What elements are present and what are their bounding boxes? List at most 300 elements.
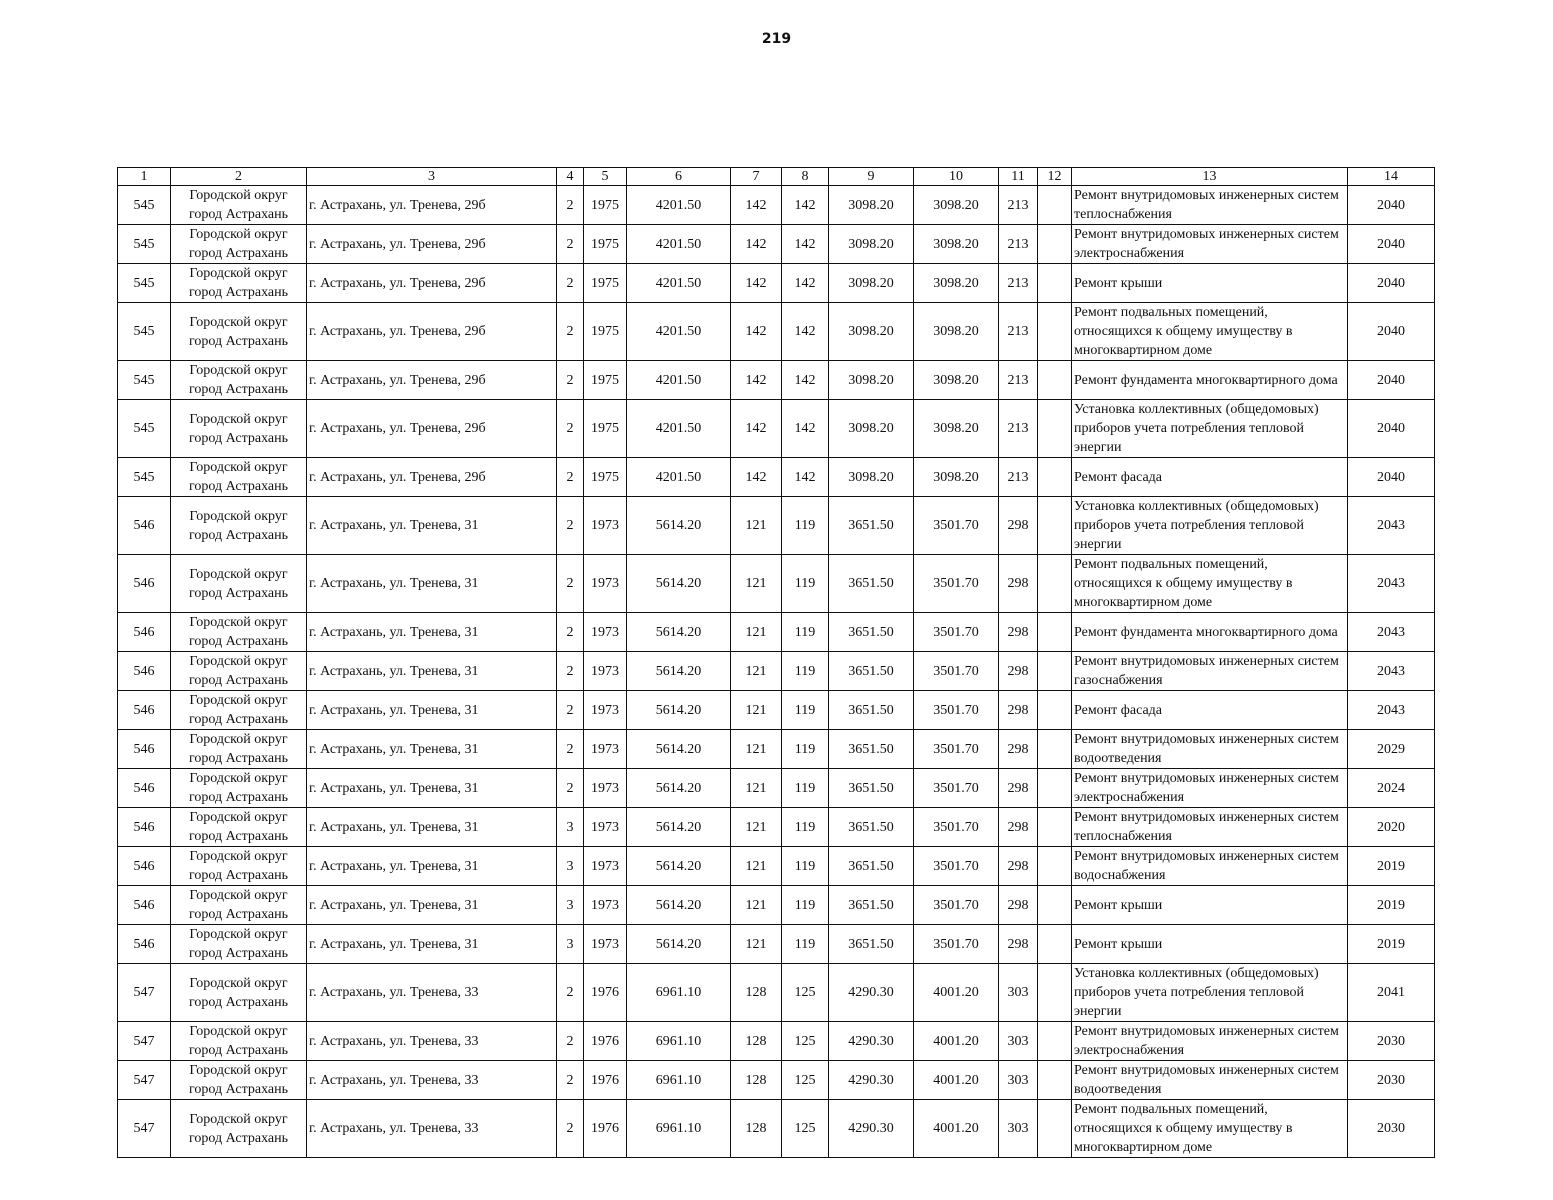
col7-cell: 121 bbox=[731, 847, 782, 886]
col10-cell: 3501.70 bbox=[914, 652, 999, 691]
col10-cell: 3501.70 bbox=[914, 497, 999, 555]
table-row bbox=[118, 730, 1435, 769]
col8-cell: 119 bbox=[782, 886, 829, 925]
address-cell: г. Астрахань, ул. Тренева, 31 bbox=[307, 497, 557, 555]
residents-cell: 303 bbox=[999, 1061, 1038, 1100]
col4-cell: 3 bbox=[557, 925, 584, 964]
municipality-cell: Городской округ город Астрахань bbox=[171, 613, 307, 652]
total-area-cell: 5614.20 bbox=[627, 925, 731, 964]
col4-cell: 3 bbox=[557, 886, 584, 925]
col7-cell: 121 bbox=[731, 652, 782, 691]
work-type-cell: Ремонт фундамента многоквартирного дома bbox=[1072, 361, 1348, 400]
col10-cell: 3098.20 bbox=[914, 361, 999, 400]
col7-cell: 142 bbox=[731, 303, 782, 361]
column-header: 9 bbox=[829, 168, 914, 186]
row-number-cell: 546 bbox=[118, 691, 171, 730]
col12-cell bbox=[1038, 730, 1072, 769]
address-cell: г. Астрахань, ул. Тренева, 31 bbox=[307, 613, 557, 652]
planned-year-cell: 2030 bbox=[1348, 1061, 1435, 1100]
col10-cell: 4001.20 bbox=[914, 964, 999, 1022]
table-row bbox=[118, 497, 1435, 555]
residents-cell: 303 bbox=[999, 1100, 1038, 1158]
municipality-cell: Городской округ город Астрахань bbox=[171, 769, 307, 808]
work-type-cell: Ремонт внутридомовых инженерных систем электроснабжения bbox=[1072, 769, 1348, 808]
col4-cell: 2 bbox=[557, 264, 584, 303]
table-row bbox=[118, 1061, 1435, 1100]
year-built-cell: 1973 bbox=[584, 613, 627, 652]
work-type-cell: Установка коллективных (общедомовых) приборов учета потребления тепловой энергии bbox=[1072, 497, 1348, 555]
total-area-cell: 6961.10 bbox=[627, 1022, 731, 1061]
col9-cell: 3651.50 bbox=[829, 613, 914, 652]
housing-repair-table bbox=[117, 167, 1435, 1158]
total-area-cell: 5614.20 bbox=[627, 847, 731, 886]
col7-cell: 142 bbox=[731, 458, 782, 497]
total-area-cell: 4201.50 bbox=[627, 264, 731, 303]
municipality-cell: Городской округ город Астрахань bbox=[171, 555, 307, 613]
col7-cell: 121 bbox=[731, 886, 782, 925]
col9-cell: 4290.30 bbox=[829, 1100, 914, 1158]
residents-cell: 298 bbox=[999, 652, 1038, 691]
col9-cell: 3651.50 bbox=[829, 886, 914, 925]
year-built-cell: 1973 bbox=[584, 808, 627, 847]
year-built-cell: 1976 bbox=[584, 1022, 627, 1061]
col10-cell: 3501.70 bbox=[914, 886, 999, 925]
work-type-cell: Ремонт фасада bbox=[1072, 691, 1348, 730]
col12-cell bbox=[1038, 613, 1072, 652]
col9-cell: 4290.30 bbox=[829, 964, 914, 1022]
address-cell: г. Астрахань, ул. Тренева, 29б bbox=[307, 361, 557, 400]
row-number-cell: 545 bbox=[118, 361, 171, 400]
residents-cell: 213 bbox=[999, 225, 1038, 264]
address-cell: г. Астрахань, ул. Тренева, 31 bbox=[307, 925, 557, 964]
col9-cell: 3098.20 bbox=[829, 458, 914, 497]
year-built-cell: 1973 bbox=[584, 769, 627, 808]
row-number-cell: 546 bbox=[118, 497, 171, 555]
planned-year-cell: 2019 bbox=[1348, 847, 1435, 886]
col10-cell: 3098.20 bbox=[914, 458, 999, 497]
planned-year-cell: 2040 bbox=[1348, 361, 1435, 400]
municipality-cell: Городской округ город Астрахань bbox=[171, 1061, 307, 1100]
row-number-cell: 545 bbox=[118, 303, 171, 361]
col12-cell bbox=[1038, 886, 1072, 925]
col9-cell: 4290.30 bbox=[829, 1022, 914, 1061]
address-cell: г. Астрахань, ул. Тренева, 31 bbox=[307, 730, 557, 769]
col12-cell bbox=[1038, 847, 1072, 886]
table-row bbox=[118, 225, 1435, 264]
col10-cell: 3098.20 bbox=[914, 400, 999, 458]
table-row bbox=[118, 264, 1435, 303]
planned-year-cell: 2040 bbox=[1348, 303, 1435, 361]
col8-cell: 142 bbox=[782, 303, 829, 361]
col8-cell: 119 bbox=[782, 925, 829, 964]
residents-cell: 213 bbox=[999, 186, 1038, 225]
year-built-cell: 1975 bbox=[584, 458, 627, 497]
year-built-cell: 1975 bbox=[584, 400, 627, 458]
address-cell: г. Астрахань, ул. Тренева, 33 bbox=[307, 1022, 557, 1061]
table-row bbox=[118, 613, 1435, 652]
column-header: 8 bbox=[782, 168, 829, 186]
work-type-cell: Ремонт подвальных помещений, относящихся к общему имуществу в многоквартирном доме bbox=[1072, 303, 1348, 361]
col12-cell bbox=[1038, 186, 1072, 225]
col7-cell: 121 bbox=[731, 555, 782, 613]
col7-cell: 128 bbox=[731, 1100, 782, 1158]
address-cell: г. Астрахань, ул. Тренева, 31 bbox=[307, 808, 557, 847]
col12-cell bbox=[1038, 555, 1072, 613]
col4-cell: 2 bbox=[557, 613, 584, 652]
col7-cell: 128 bbox=[731, 1022, 782, 1061]
col4-cell: 2 bbox=[557, 652, 584, 691]
row-number-cell: 547 bbox=[118, 1061, 171, 1100]
col7-cell: 142 bbox=[731, 186, 782, 225]
residents-cell: 213 bbox=[999, 264, 1038, 303]
col12-cell bbox=[1038, 1022, 1072, 1061]
total-area-cell: 5614.20 bbox=[627, 886, 731, 925]
municipality-cell: Городской округ город Астрахань bbox=[171, 730, 307, 769]
column-header: 14 bbox=[1348, 168, 1435, 186]
col4-cell: 2 bbox=[557, 964, 584, 1022]
total-area-cell: 5614.20 bbox=[627, 555, 731, 613]
work-type-cell: Ремонт фундамента многоквартирного дома bbox=[1072, 613, 1348, 652]
residents-cell: 298 bbox=[999, 497, 1038, 555]
col9-cell: 3651.50 bbox=[829, 808, 914, 847]
planned-year-cell: 2040 bbox=[1348, 400, 1435, 458]
table-row bbox=[118, 808, 1435, 847]
column-header: 3 bbox=[307, 168, 557, 186]
col8-cell: 125 bbox=[782, 1100, 829, 1158]
year-built-cell: 1976 bbox=[584, 1061, 627, 1100]
year-built-cell: 1975 bbox=[584, 264, 627, 303]
column-header: 12 bbox=[1038, 168, 1072, 186]
col10-cell: 3098.20 bbox=[914, 264, 999, 303]
col4-cell: 2 bbox=[557, 730, 584, 769]
col10-cell: 3098.20 bbox=[914, 225, 999, 264]
municipality-cell: Городской округ город Астрахань bbox=[171, 400, 307, 458]
col7-cell: 142 bbox=[731, 400, 782, 458]
col9-cell: 3098.20 bbox=[829, 361, 914, 400]
total-area-cell: 4201.50 bbox=[627, 400, 731, 458]
col8-cell: 142 bbox=[782, 361, 829, 400]
total-area-cell: 5614.20 bbox=[627, 497, 731, 555]
total-area-cell: 4201.50 bbox=[627, 361, 731, 400]
address-cell: г. Астрахань, ул. Тренева, 31 bbox=[307, 769, 557, 808]
row-number-cell: 547 bbox=[118, 1100, 171, 1158]
planned-year-cell: 2043 bbox=[1348, 691, 1435, 730]
work-type-cell: Ремонт подвальных помещений, относящихся к общему имуществу в многоквартирном доме bbox=[1072, 1100, 1348, 1158]
total-area-cell: 4201.50 bbox=[627, 186, 731, 225]
col10-cell: 3098.20 bbox=[914, 186, 999, 225]
col7-cell: 142 bbox=[731, 361, 782, 400]
total-area-cell: 6961.10 bbox=[627, 964, 731, 1022]
planned-year-cell: 2030 bbox=[1348, 1100, 1435, 1158]
col9-cell: 3651.50 bbox=[829, 730, 914, 769]
table-row bbox=[118, 769, 1435, 808]
col4-cell: 2 bbox=[557, 1100, 584, 1158]
table-row bbox=[118, 691, 1435, 730]
column-header: 11 bbox=[999, 168, 1038, 186]
municipality-cell: Городской округ город Астрахань bbox=[171, 303, 307, 361]
col9-cell: 4290.30 bbox=[829, 1061, 914, 1100]
col4-cell: 2 bbox=[557, 1061, 584, 1100]
col10-cell: 4001.20 bbox=[914, 1061, 999, 1100]
year-built-cell: 1973 bbox=[584, 652, 627, 691]
row-number-cell: 546 bbox=[118, 847, 171, 886]
row-number-cell: 545 bbox=[118, 264, 171, 303]
column-header: 7 bbox=[731, 168, 782, 186]
col8-cell: 142 bbox=[782, 400, 829, 458]
residents-cell: 298 bbox=[999, 847, 1038, 886]
page-number: 219 bbox=[761, 31, 792, 47]
row-number-cell: 546 bbox=[118, 555, 171, 613]
work-type-cell: Ремонт крыши bbox=[1072, 925, 1348, 964]
address-cell: г. Астрахань, ул. Тренева, 31 bbox=[307, 555, 557, 613]
col9-cell: 3651.50 bbox=[829, 769, 914, 808]
planned-year-cell: 2040 bbox=[1348, 458, 1435, 497]
col7-cell: 121 bbox=[731, 613, 782, 652]
col4-cell: 2 bbox=[557, 186, 584, 225]
table-row bbox=[118, 555, 1435, 613]
row-number-cell: 545 bbox=[118, 225, 171, 264]
year-built-cell: 1973 bbox=[584, 886, 627, 925]
residents-cell: 298 bbox=[999, 886, 1038, 925]
col8-cell: 142 bbox=[782, 264, 829, 303]
municipality-cell: Городской округ город Астрахань bbox=[171, 652, 307, 691]
header-row bbox=[118, 168, 1435, 186]
col7-cell: 121 bbox=[731, 808, 782, 847]
col9-cell: 3651.50 bbox=[829, 555, 914, 613]
column-header: 5 bbox=[584, 168, 627, 186]
col8-cell: 142 bbox=[782, 225, 829, 264]
work-type-cell: Ремонт крыши bbox=[1072, 264, 1348, 303]
col7-cell: 121 bbox=[731, 497, 782, 555]
table-row bbox=[118, 400, 1435, 458]
col10-cell: 3098.20 bbox=[914, 303, 999, 361]
planned-year-cell: 2043 bbox=[1348, 555, 1435, 613]
col12-cell bbox=[1038, 1061, 1072, 1100]
col9-cell: 3651.50 bbox=[829, 925, 914, 964]
col4-cell: 2 bbox=[557, 225, 584, 264]
row-number-cell: 546 bbox=[118, 652, 171, 691]
total-area-cell: 5614.20 bbox=[627, 808, 731, 847]
address-cell: г. Астрахань, ул. Тренева, 31 bbox=[307, 847, 557, 886]
work-type-cell: Установка коллективных (общедомовых) приборов учета потребления тепловой энергии bbox=[1072, 400, 1348, 458]
col10-cell: 3501.70 bbox=[914, 613, 999, 652]
col7-cell: 142 bbox=[731, 264, 782, 303]
residents-cell: 298 bbox=[999, 769, 1038, 808]
year-built-cell: 1973 bbox=[584, 730, 627, 769]
col4-cell: 2 bbox=[557, 1022, 584, 1061]
municipality-cell: Городской округ город Астрахань bbox=[171, 225, 307, 264]
work-type-cell: Ремонт подвальных помещений, относящихся к общему имуществу в многоквартирном доме bbox=[1072, 555, 1348, 613]
planned-year-cell: 2024 bbox=[1348, 769, 1435, 808]
col12-cell bbox=[1038, 691, 1072, 730]
address-cell: г. Астрахань, ул. Тренева, 29б bbox=[307, 264, 557, 303]
planned-year-cell: 2040 bbox=[1348, 225, 1435, 264]
table-row bbox=[118, 303, 1435, 361]
col9-cell: 3098.20 bbox=[829, 264, 914, 303]
col8-cell: 142 bbox=[782, 458, 829, 497]
municipality-cell: Городской округ город Астрахань bbox=[171, 458, 307, 497]
col8-cell: 119 bbox=[782, 769, 829, 808]
work-type-cell: Ремонт внутридомовых инженерных систем теплоснабжения bbox=[1072, 808, 1348, 847]
col7-cell: 142 bbox=[731, 225, 782, 264]
year-built-cell: 1973 bbox=[584, 925, 627, 964]
row-number-cell: 546 bbox=[118, 886, 171, 925]
year-built-cell: 1973 bbox=[584, 497, 627, 555]
address-cell: г. Астрахань, ул. Тренева, 29б bbox=[307, 458, 557, 497]
address-cell: г. Астрахань, ул. Тренева, 29б bbox=[307, 303, 557, 361]
municipality-cell: Городской округ город Астрахань bbox=[171, 964, 307, 1022]
address-cell: г. Астрахань, ул. Тренева, 33 bbox=[307, 1100, 557, 1158]
table-row bbox=[118, 1022, 1435, 1061]
column-header: 2 bbox=[171, 168, 307, 186]
col8-cell: 125 bbox=[782, 1022, 829, 1061]
municipality-cell: Городской округ город Астрахань bbox=[171, 808, 307, 847]
col12-cell bbox=[1038, 400, 1072, 458]
planned-year-cell: 2019 bbox=[1348, 925, 1435, 964]
municipality-cell: Городской округ город Астрахань bbox=[171, 1100, 307, 1158]
year-built-cell: 1975 bbox=[584, 303, 627, 361]
table-row bbox=[118, 186, 1435, 225]
residents-cell: 303 bbox=[999, 1022, 1038, 1061]
work-type-cell: Ремонт внутридомовых инженерных систем водоотведения bbox=[1072, 730, 1348, 769]
column-header: 6 bbox=[627, 168, 731, 186]
planned-year-cell: 2019 bbox=[1348, 886, 1435, 925]
total-area-cell: 4201.50 bbox=[627, 225, 731, 264]
row-number-cell: 546 bbox=[118, 808, 171, 847]
total-area-cell: 5614.20 bbox=[627, 652, 731, 691]
table-row bbox=[118, 964, 1435, 1022]
year-built-cell: 1975 bbox=[584, 225, 627, 264]
address-cell: г. Астрахань, ул. Тренева, 31 bbox=[307, 691, 557, 730]
address-cell: г. Астрахань, ул. Тренева, 31 bbox=[307, 886, 557, 925]
col10-cell: 3501.70 bbox=[914, 925, 999, 964]
col9-cell: 3098.20 bbox=[829, 303, 914, 361]
residents-cell: 298 bbox=[999, 808, 1038, 847]
planned-year-cell: 2043 bbox=[1348, 613, 1435, 652]
table-row bbox=[118, 361, 1435, 400]
residents-cell: 213 bbox=[999, 361, 1038, 400]
municipality-cell: Городской округ город Астрахань bbox=[171, 361, 307, 400]
col9-cell: 3651.50 bbox=[829, 691, 914, 730]
col4-cell: 2 bbox=[557, 361, 584, 400]
row-number-cell: 546 bbox=[118, 730, 171, 769]
row-number-cell: 547 bbox=[118, 964, 171, 1022]
col10-cell: 3501.70 bbox=[914, 808, 999, 847]
total-area-cell: 5614.20 bbox=[627, 769, 731, 808]
row-number-cell: 545 bbox=[118, 400, 171, 458]
address-cell: г. Астрахань, ул. Тренева, 31 bbox=[307, 652, 557, 691]
total-area-cell: 6961.10 bbox=[627, 1100, 731, 1158]
col12-cell bbox=[1038, 1100, 1072, 1158]
col8-cell: 119 bbox=[782, 808, 829, 847]
row-number-cell: 546 bbox=[118, 613, 171, 652]
col10-cell: 4001.20 bbox=[914, 1100, 999, 1158]
col10-cell: 3501.70 bbox=[914, 769, 999, 808]
col4-cell: 2 bbox=[557, 555, 584, 613]
col8-cell: 125 bbox=[782, 1061, 829, 1100]
column-header: 1 bbox=[118, 168, 171, 186]
col9-cell: 3651.50 bbox=[829, 497, 914, 555]
col12-cell bbox=[1038, 964, 1072, 1022]
col7-cell: 128 bbox=[731, 1061, 782, 1100]
col12-cell bbox=[1038, 303, 1072, 361]
address-cell: г. Астрахань, ул. Тренева, 29б bbox=[307, 225, 557, 264]
col8-cell: 119 bbox=[782, 497, 829, 555]
col12-cell bbox=[1038, 225, 1072, 264]
table-body bbox=[118, 186, 1435, 1158]
col12-cell bbox=[1038, 769, 1072, 808]
planned-year-cell: 2029 bbox=[1348, 730, 1435, 769]
col4-cell: 3 bbox=[557, 847, 584, 886]
planned-year-cell: 2041 bbox=[1348, 964, 1435, 1022]
table-row bbox=[118, 847, 1435, 886]
municipality-cell: Городской округ город Астрахань bbox=[171, 1022, 307, 1061]
work-type-cell: Ремонт крыши bbox=[1072, 886, 1348, 925]
work-type-cell: Установка коллективных (общедомовых) приборов учета потребления тепловой энергии bbox=[1072, 964, 1348, 1022]
table-row bbox=[118, 925, 1435, 964]
residents-cell: 298 bbox=[999, 691, 1038, 730]
column-header: 13 bbox=[1072, 168, 1348, 186]
col9-cell: 3651.50 bbox=[829, 847, 914, 886]
col12-cell bbox=[1038, 264, 1072, 303]
col7-cell: 121 bbox=[731, 691, 782, 730]
col12-cell bbox=[1038, 652, 1072, 691]
municipality-cell: Городской округ город Астрахань bbox=[171, 497, 307, 555]
total-area-cell: 5614.20 bbox=[627, 730, 731, 769]
year-built-cell: 1975 bbox=[584, 186, 627, 225]
address-cell: г. Астрахань, ул. Тренева, 29б bbox=[307, 400, 557, 458]
year-built-cell: 1976 bbox=[584, 964, 627, 1022]
total-area-cell: 4201.50 bbox=[627, 458, 731, 497]
address-cell: г. Астрахань, ул. Тренева, 33 bbox=[307, 1061, 557, 1100]
planned-year-cell: 2043 bbox=[1348, 652, 1435, 691]
residents-cell: 213 bbox=[999, 400, 1038, 458]
year-built-cell: 1973 bbox=[584, 847, 627, 886]
row-number-cell: 546 bbox=[118, 925, 171, 964]
col4-cell: 2 bbox=[557, 458, 584, 497]
total-area-cell: 5614.20 bbox=[627, 613, 731, 652]
work-type-cell: Ремонт внутридомовых инженерных систем теплоснабжения bbox=[1072, 186, 1348, 225]
year-built-cell: 1976 bbox=[584, 1100, 627, 1158]
residents-cell: 298 bbox=[999, 555, 1038, 613]
col7-cell: 128 bbox=[731, 964, 782, 1022]
residents-cell: 213 bbox=[999, 303, 1038, 361]
col7-cell: 121 bbox=[731, 925, 782, 964]
work-type-cell: Ремонт внутридомовых инженерных систем водоотведения bbox=[1072, 1061, 1348, 1100]
total-area-cell: 6961.10 bbox=[627, 1061, 731, 1100]
col9-cell: 3098.20 bbox=[829, 400, 914, 458]
col4-cell: 2 bbox=[557, 691, 584, 730]
column-header: 10 bbox=[914, 168, 999, 186]
col10-cell: 3501.70 bbox=[914, 847, 999, 886]
col12-cell bbox=[1038, 361, 1072, 400]
col12-cell bbox=[1038, 808, 1072, 847]
table-row bbox=[118, 886, 1435, 925]
col8-cell: 119 bbox=[782, 847, 829, 886]
work-type-cell: Ремонт внутридомовых инженерных систем газоснабжения bbox=[1072, 652, 1348, 691]
col10-cell: 3501.70 bbox=[914, 691, 999, 730]
work-type-cell: Ремонт внутридомовых инженерных систем водоснабжения bbox=[1072, 847, 1348, 886]
col4-cell: 2 bbox=[557, 400, 584, 458]
planned-year-cell: 2043 bbox=[1348, 497, 1435, 555]
municipality-cell: Городской округ город Астрахань bbox=[171, 886, 307, 925]
col10-cell: 3501.70 bbox=[914, 555, 999, 613]
col4-cell: 2 bbox=[557, 769, 584, 808]
table-row bbox=[118, 1100, 1435, 1158]
planned-year-cell: 2030 bbox=[1348, 1022, 1435, 1061]
col9-cell: 3098.20 bbox=[829, 186, 914, 225]
municipality-cell: Городской округ город Астрахань bbox=[171, 264, 307, 303]
